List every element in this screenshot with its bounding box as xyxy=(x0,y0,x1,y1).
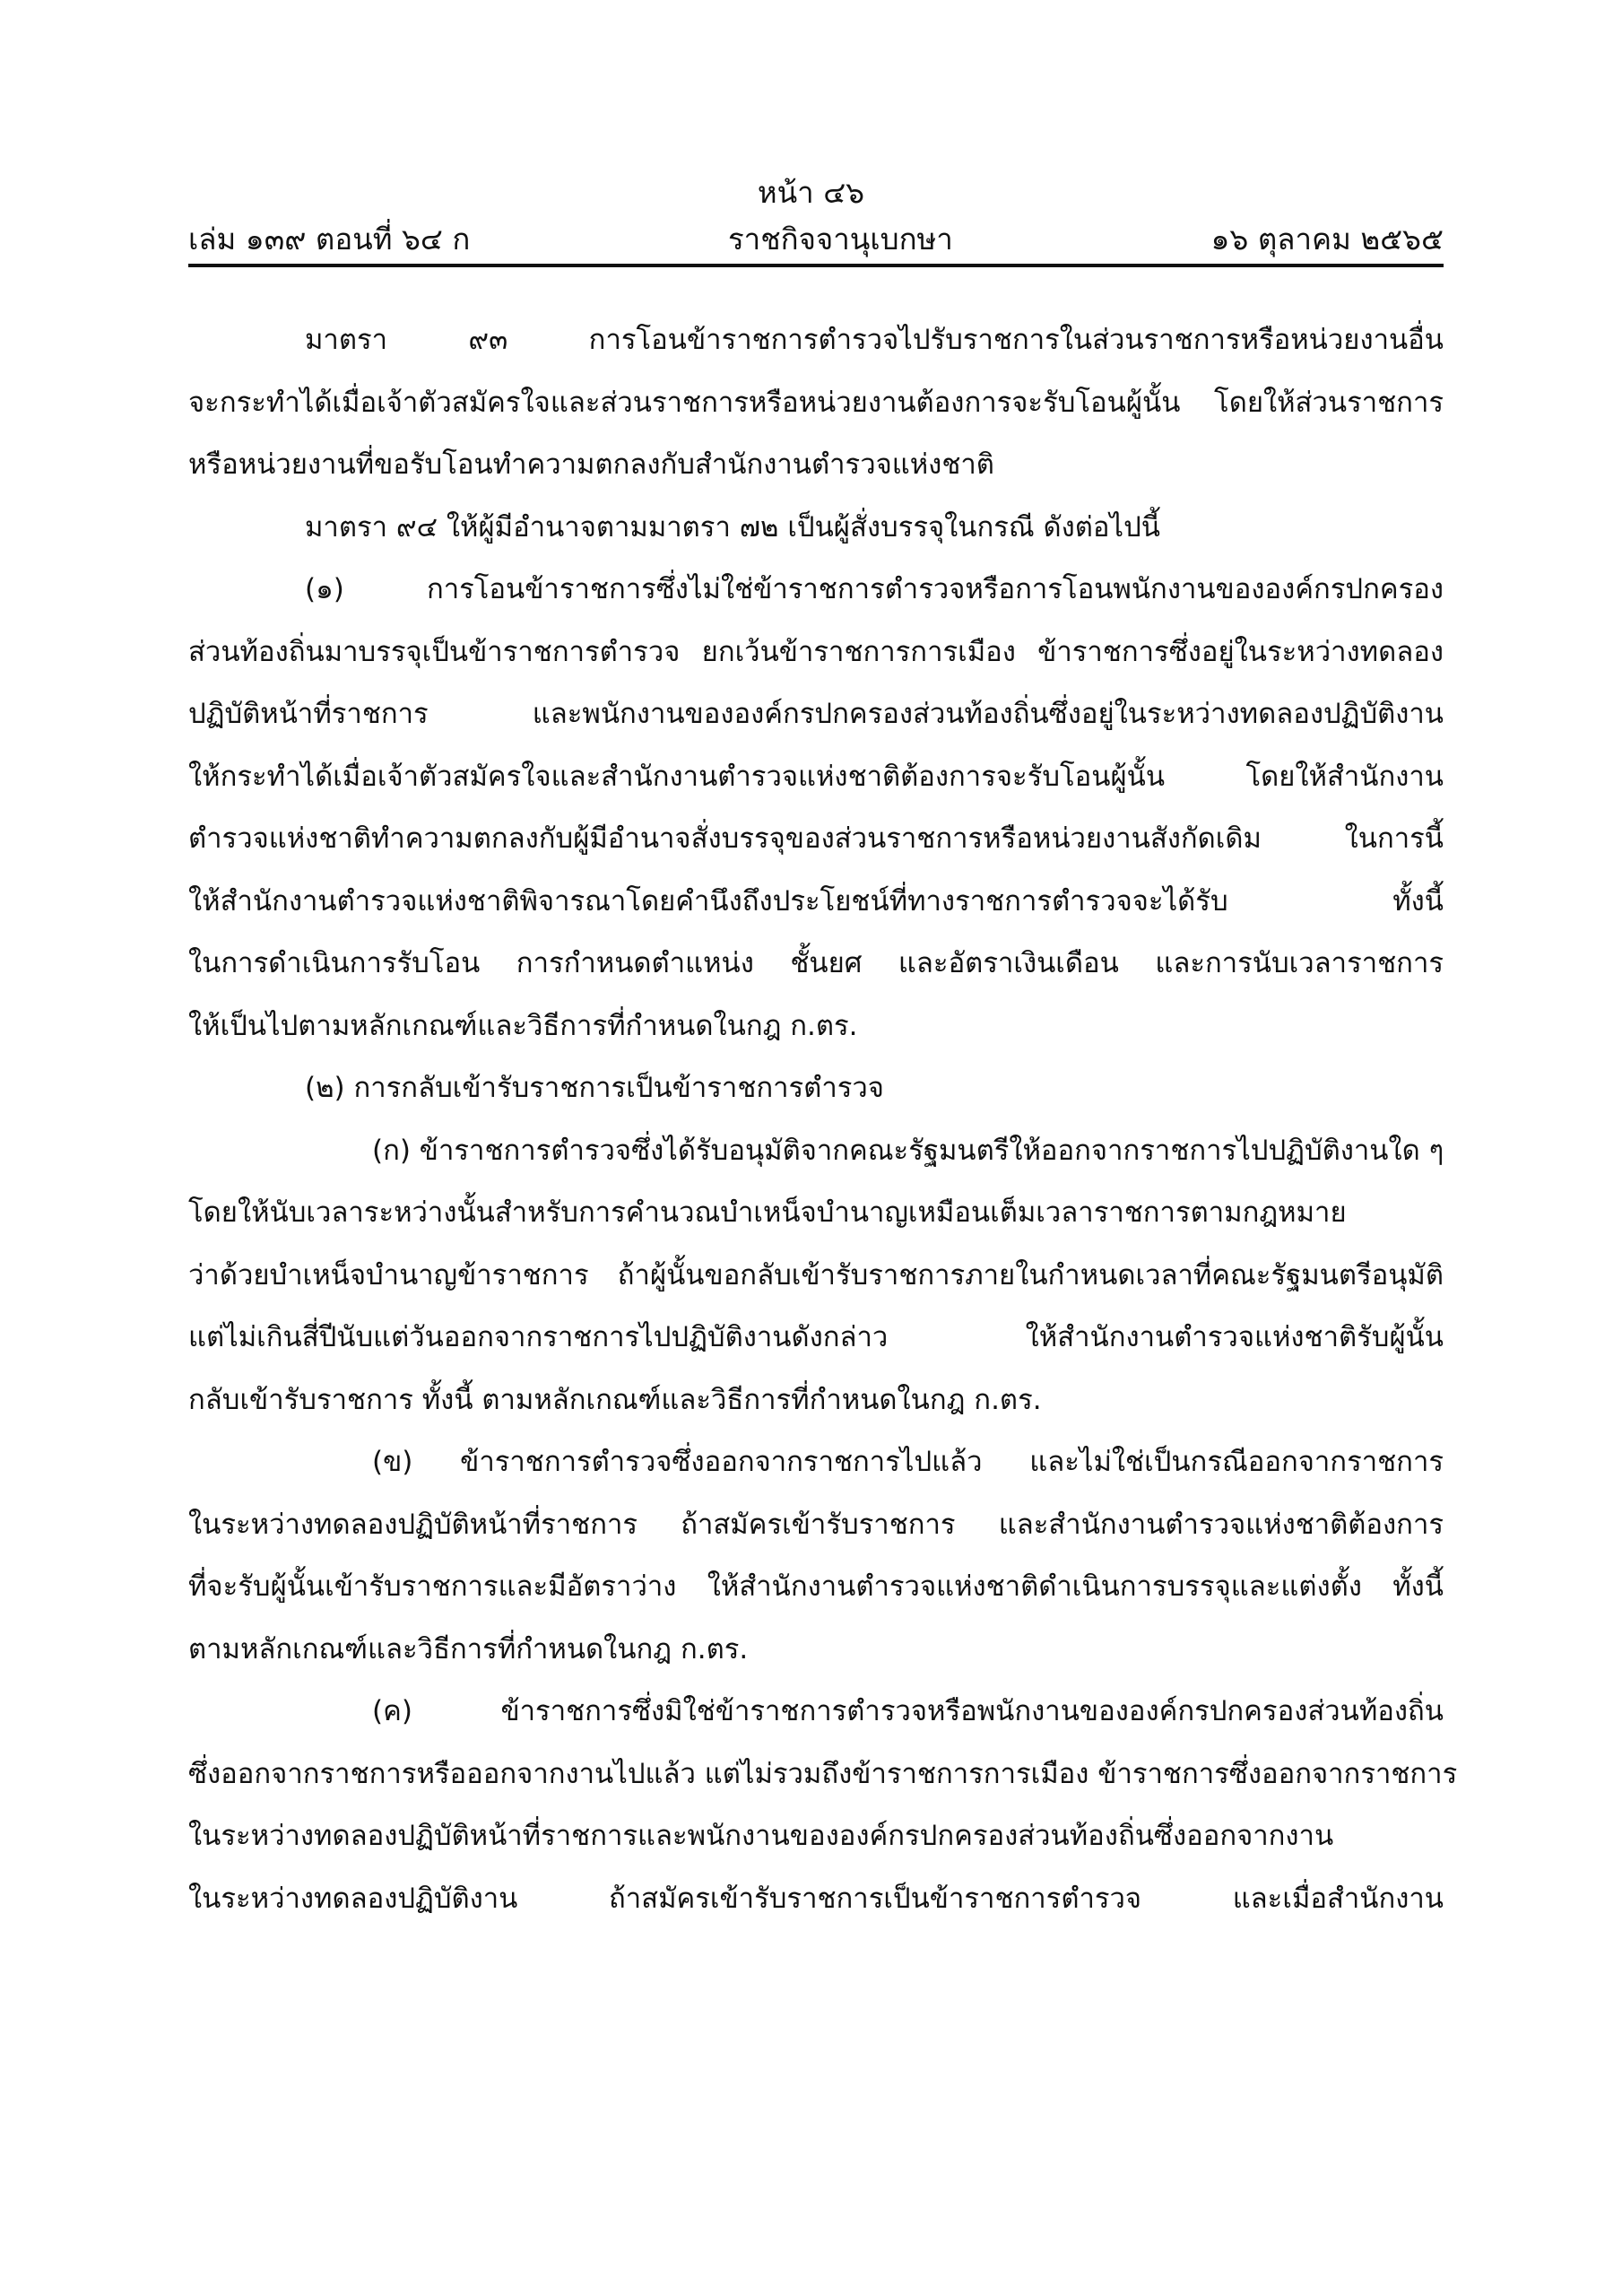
text-line: (๒) การกลับเข้ารับราชการเป็นข้าราชการตำรวจ xyxy=(305,1072,884,1104)
text-line: กลับเข้ารับราชการ ทั้งนี้ ตามหลักเกณฑ์และวิธีการที่กำหนดในกฎ ก.ตร. xyxy=(188,1383,1042,1416)
text-line: ให้เป็นไปตามหลักเกณฑ์และวิธีการที่กำหนดในกฎ ก.ตร. xyxy=(188,1009,858,1042)
text-line: ซึ่งออกจากราชการหรือออกจากงานไปแล้ว แต่ไม่รวมถึงข้าราชการการเมือง ข้าราชการซึ่งออกจากราชการ xyxy=(188,1757,1458,1790)
volume-issue: เล่ม ๑๓๙ ตอนที่ ๖๔ ก xyxy=(188,222,471,257)
text-line: ให้สำนักงานตำรวจแห่งชาติพิจารณาโดยคำนึงถึงประโยชน์ที่ทางราชการตำรวจจะได้รับ ทั้งนี้ xyxy=(188,884,1444,918)
publication-date: ๑๖ ตุลาคม ๒๕๖๕ xyxy=(1210,222,1444,257)
text-line: ในระหว่างทดลองปฏิบัติหน้าที่ราชการ ถ้าสมัครเข้ารับราชการ และสำนักงานตำรวจแห่งชาติต้องการ xyxy=(188,1508,1444,1541)
text-line: จะกระทำได้เมื่อเจ้าตัวสมัครใจและส่วนราชการหรือหน่วยงานต้องการจะรับโอนผู้นั้น โดยให้ส่วนราชการ xyxy=(188,386,1444,419)
text-line: ให้กระทำได้เมื่อเจ้าตัวสมัครใจและสำนักงานตำรวจแห่งชาติต้องการจะรับโอนผู้นั้น โดยให้สำนักงาน xyxy=(188,760,1444,793)
text-line: (ข) ข้าราชการตำรวจซึ่งออกจากราชการไปแล้ว และไม่ใช่เป็นกรณีออกจากราชการ xyxy=(372,1446,1444,1478)
page-number: หน้า ๔๖ xyxy=(757,175,865,210)
text-line: ตามหลักเกณฑ์และวิธีการที่กำหนดในกฎ ก.ตร. xyxy=(188,1632,749,1665)
gazette-header xyxy=(188,215,1444,263)
document-body xyxy=(188,309,1458,1930)
text-line: (ก) ข้าราชการตำรวจซึ่งได้รับอนุมัติจากคณะรัฐมนตรีให้ออกจากราชการไปปฏิบัติงานใด ๆ xyxy=(372,1134,1444,1167)
header-rule xyxy=(188,264,1444,267)
text-line: ปฏิบัติหน้าที่ราชการ และพนักงานขององค์กรปกครองส่วนท้องถิ่นซึ่งอยู่ในระหว่างทดลองปฏิบัติงาน xyxy=(188,698,1444,730)
publication-title: ราชกิจจานุเบกษา xyxy=(727,222,953,257)
text-line: หรือหน่วยงานที่ขอรับโอนทำความตกลงกับสำนักงานตำรวจแห่งชาติ xyxy=(188,448,994,481)
text-line: ส่วนท้องถิ่นมาบรรจุเป็นข้าราชการตำรวจ ยกเว้นข้าราชการการเมือง ข้าราชการซึ่งอยู่ในระหว่างทดลอง xyxy=(188,635,1444,668)
text-line: ในระหว่างทดลองปฏิบัติงาน ถ้าสมัครเข้ารับราชการเป็นข้าราชการตำรวจ และเมื่อสำนักงาน xyxy=(188,1882,1444,1915)
text-line: ตำรวจแห่งชาติทำความตกลงกับผู้มีอำนาจสั่งบรรจุของส่วนราชการหรือหน่วยงานสังกัดเดิม ในการนี้ xyxy=(188,822,1444,855)
text-line: ว่าด้วยบำเหน็จบำนาญข้าราชการ ถ้าผู้นั้นขอกลับเข้ารับราชการภายในกำหนดเวลาที่คณะรัฐมนตรีอนุมัติ xyxy=(188,1258,1444,1292)
text-line: ในระหว่างทดลองปฏิบัติหน้าที่ราชการและพนักงานขององค์กรปกครองส่วนท้องถิ่นซึ่งออกจากงาน xyxy=(188,1820,1334,1852)
text-line: โดยให้นับเวลาระหว่างนั้นสำหรับการคำนวณบำเหน็จบำนาญเหมือนเต็มเวลาราชการตามกฎหมาย xyxy=(188,1196,1347,1229)
text-line: ที่จะรับผู้นั้นเข้ารับราชการและมีอัตราว่าง ให้สำนักงานตำรวจแห่งชาติดำเนินการบรรจุและแต่งตั้ง ทั้งนี้ xyxy=(188,1570,1444,1603)
text-line: (๑) การโอนข้าราชการซึ่งไม่ใช่ข้าราชการตำรวจหรือการโอนพนักงานขององค์กรปกครอง xyxy=(305,573,1444,605)
text-line: มาตรา ๙๔ ให้ผู้มีอำนาจตามมาตรา ๗๒ เป็นผู้สั่งบรรจุในกรณี ดังต่อไปนี้ xyxy=(305,510,1160,544)
text-line: มาตรา ๙๓ การโอนข้าราชการตำรวจไปรับราชการในส่วนราชการหรือหน่วยงานอื่น xyxy=(305,324,1444,356)
text-line: แต่ไม่เกินสี่ปีนับแต่วันออกจากราชการไปปฏิบัติงานดังกล่าว ให้สำนักงานตำรวจแห่งชาติรับผู้นั้น xyxy=(188,1321,1444,1353)
text-line: ในการดำเนินการรับโอน การกำหนดตำแหน่ง ชั้นยศ และอัตราเงินเดือน และการนับเวลาราชการ xyxy=(188,947,1444,979)
text-line: (ค) ข้าราชการซึ่งมิใช่ข้าราชการตำรวจหรือพนักงานขององค์กรปกครองส่วนท้องถิ่น xyxy=(372,1695,1444,1727)
